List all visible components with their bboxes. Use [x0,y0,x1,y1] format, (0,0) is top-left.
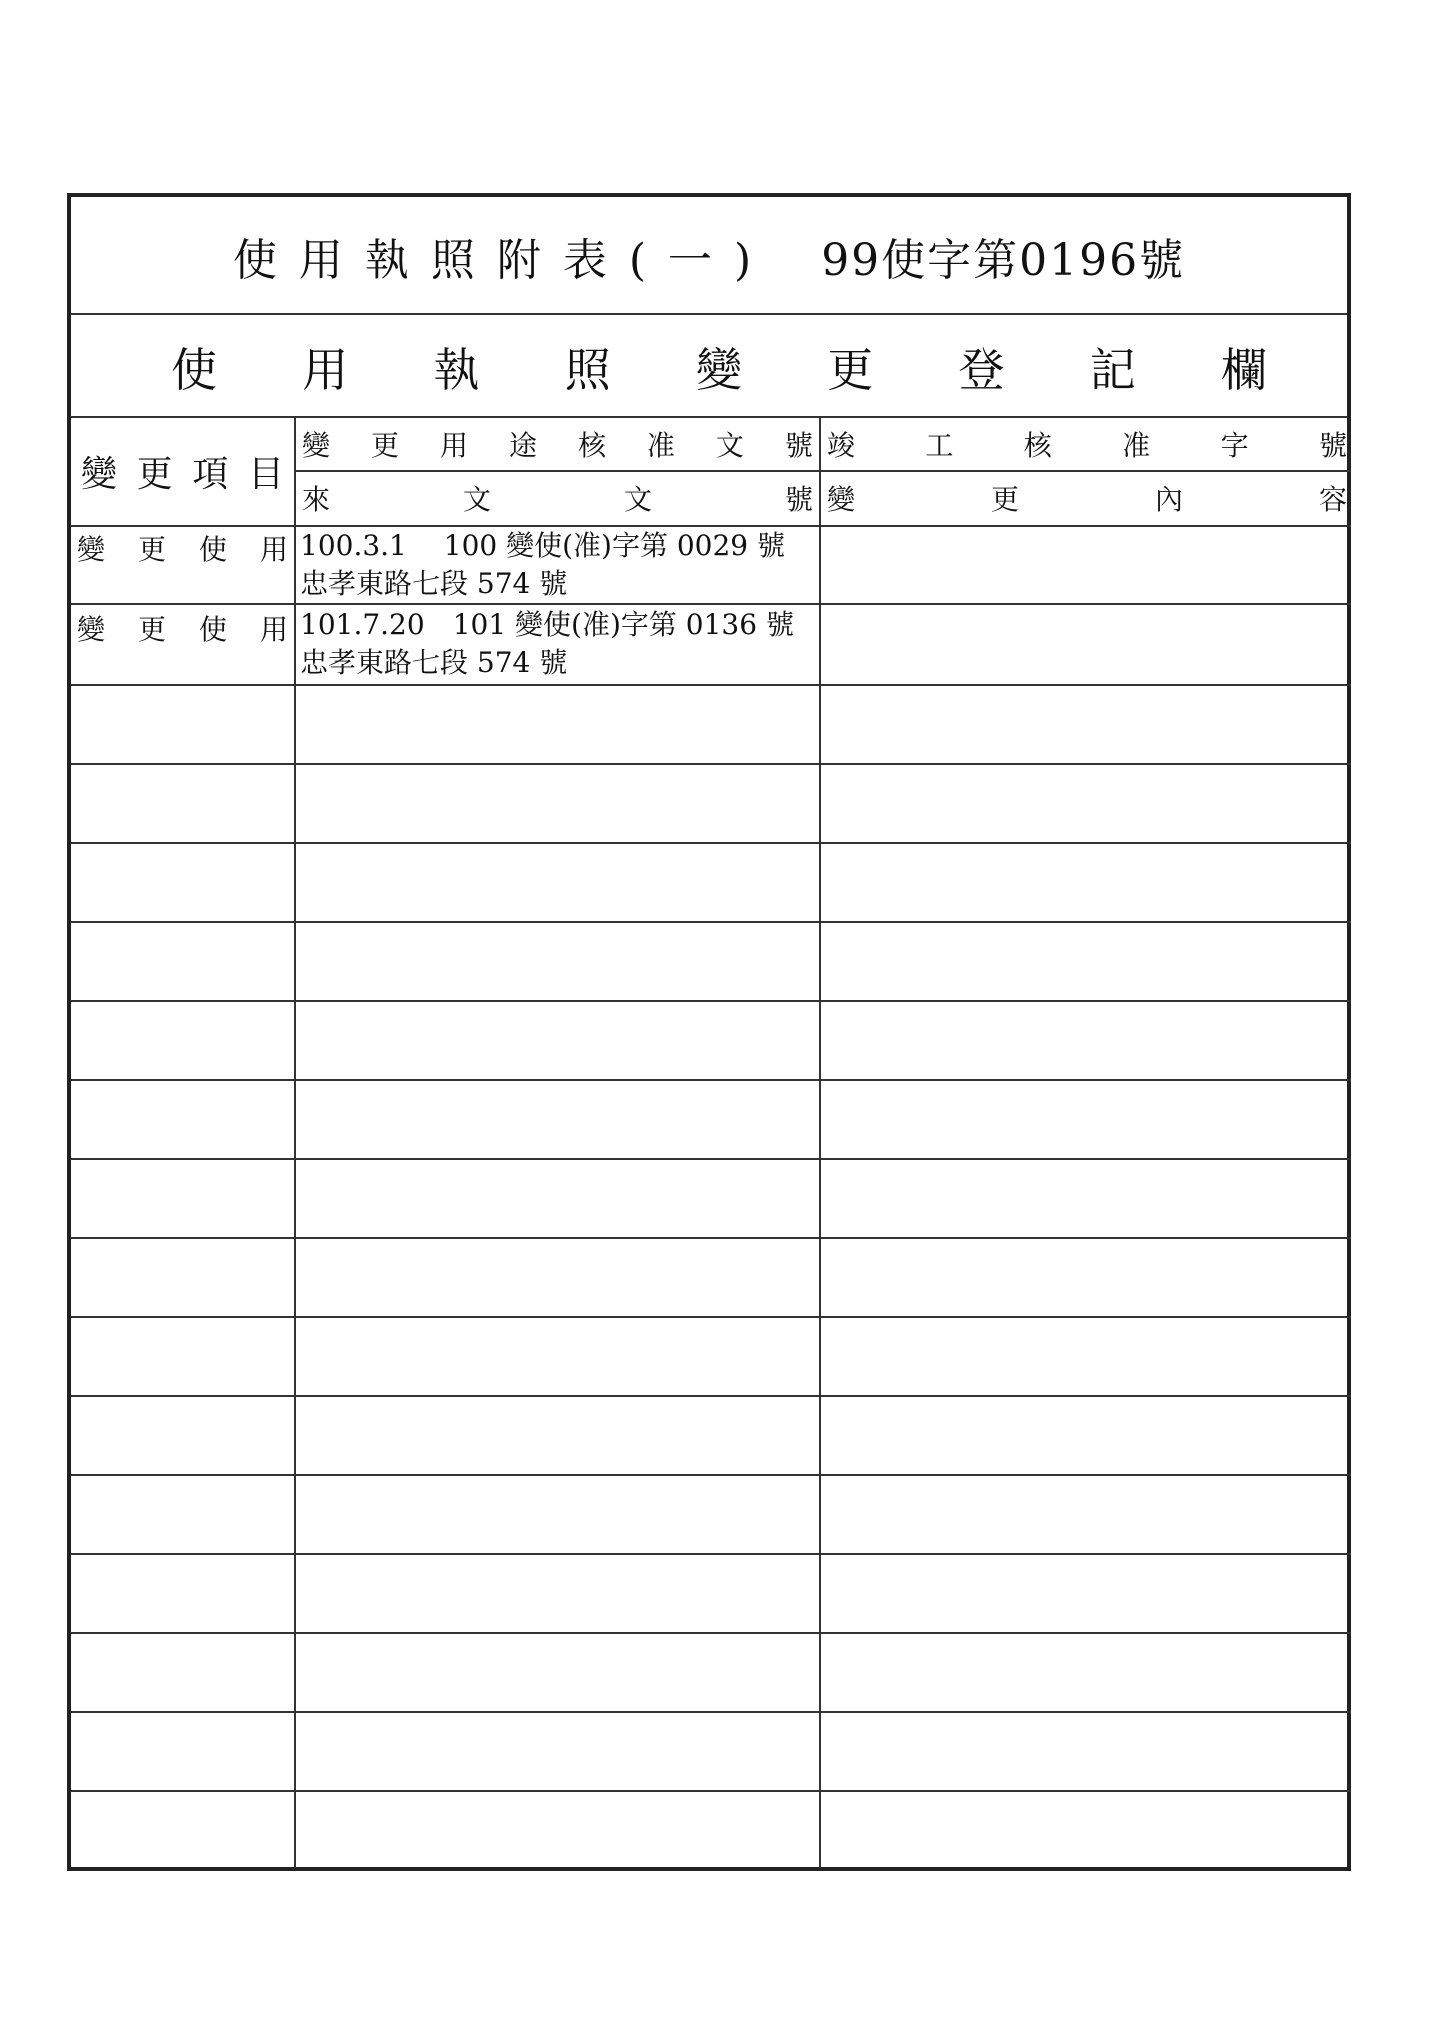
header-approval-doc-number [298,418,817,470]
item-char: 使 [198,533,227,566]
document-frame [67,193,1351,1871]
row-line [71,1632,1351,1634]
row-doc-line: 101.7.20 101 變使(准)字第 0136 號 [300,608,794,641]
row-line [71,1395,1351,1397]
header-char: 變 [827,483,856,516]
header-char: 變 [81,454,118,495]
header-char: 目 [247,454,284,495]
header-char: 文 [715,429,744,462]
section-heading [171,315,1267,418]
header-char: 號 [1318,429,1347,462]
row-change-item [71,528,294,568]
header-split-line [294,470,1351,472]
subtitle-row [71,315,1347,418]
header-char: 竣 [827,429,856,462]
header-char: 用 [439,429,468,462]
header-char: 更 [370,429,399,462]
row-line [71,921,1351,923]
header-char: 變 [302,429,331,462]
row-line [71,763,1351,765]
subtitle-char: 登 [958,342,1005,397]
col-divider [819,418,821,1868]
header-char: 號 [784,483,813,516]
row-line [71,1158,1351,1160]
header-char: 來 [302,483,331,516]
row-line [71,1553,1351,1555]
header-char: 更 [136,454,173,495]
row-line [71,1237,1351,1239]
subtitle-char: 記 [1089,342,1136,397]
row-change-item [71,608,294,648]
header-incoming-doc-number [298,472,817,524]
header-char: 項 [192,454,229,495]
header-char: 文 [462,483,491,516]
header-char: 核 [1023,429,1052,462]
subtitle-char: 用 [302,342,349,397]
item-char: 用 [259,613,288,646]
header-change-content [823,472,1351,524]
header-char: 內 [1154,483,1183,516]
title-right: 99使字第0196號 [821,235,1186,286]
subtitle-char: 欄 [1221,342,1267,397]
col-divider [294,418,296,1868]
header-completion-approval-number [823,418,1351,470]
row-line [71,684,1351,686]
title-left: 使用執照附表(一) [232,235,774,286]
subtitle-char: 變 [696,342,742,397]
row-doc-number [300,527,785,603]
item-char: 更 [137,613,166,646]
header-change-item [71,418,294,525]
row-line [71,1790,1351,1792]
document-title [71,197,1347,315]
row-line [71,842,1351,844]
subtitle-char: 執 [433,342,480,397]
row-doc-number [300,606,794,682]
row-line [71,1711,1351,1713]
header-char: 號 [784,429,813,462]
header-char: 容 [1318,483,1347,516]
row-line [71,1079,1351,1081]
row-doc-line: 100.3.1 100 變使(准)字第 0029 號 [300,529,786,562]
item-char: 用 [259,533,288,566]
row-line [71,1000,1351,1002]
item-char: 更 [137,533,166,566]
row-address-line: 忠孝東路七段 574 號 [300,567,568,600]
subtitle-char: 更 [827,342,874,397]
header-char: 工 [925,429,954,462]
title-row [71,197,1347,315]
header-char: 核 [577,429,606,462]
header-char: 文 [623,483,652,516]
header-char: 途 [508,429,537,462]
row-line [71,1316,1351,1318]
row-line [71,1474,1351,1476]
row-address-line: 忠孝東路七段 574 號 [300,646,568,679]
subtitle-char: 照 [564,342,611,397]
header-char: 更 [990,483,1019,516]
subtitle-char: 使 [171,342,217,397]
row-line [71,603,1351,605]
item-char: 使 [198,613,227,646]
header-char: 字 [1220,429,1249,462]
header-char: 准 [646,429,675,462]
item-char: 變 [77,533,106,566]
item-char: 變 [77,613,106,646]
header-char: 准 [1122,429,1151,462]
